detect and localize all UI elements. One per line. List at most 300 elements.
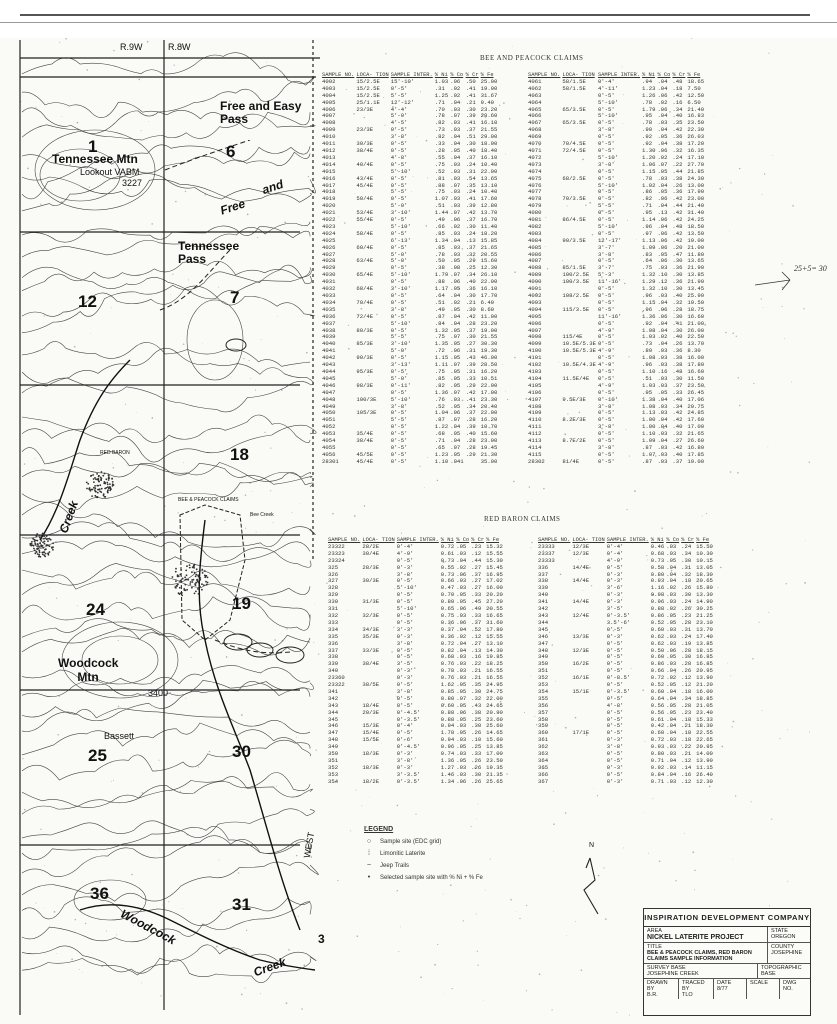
table-cell: .21 bbox=[465, 98, 476, 106]
table-cell: .06 bbox=[657, 243, 668, 251]
table-cell: 26.60 bbox=[687, 437, 705, 445]
table-cell: 17.90 bbox=[687, 188, 705, 196]
table-cell: .65 bbox=[434, 443, 445, 451]
scan-speck bbox=[214, 516, 216, 518]
table-cell: 0'-5' bbox=[597, 354, 615, 362]
laterite-dot bbox=[108, 477, 110, 479]
scan-speck bbox=[539, 524, 540, 525]
table-cell: .27 bbox=[672, 437, 683, 445]
table-cell: .24 bbox=[465, 160, 476, 168]
table-cell: .02 bbox=[657, 98, 668, 106]
laterite-dot bbox=[37, 547, 39, 549]
table-cell: .37 bbox=[465, 243, 476, 251]
scan-speck bbox=[644, 813, 645, 814]
table-cell: .27 bbox=[465, 340, 476, 348]
legend-item-label: Jeep Trails bbox=[380, 862, 410, 869]
table-cell: 351 bbox=[538, 667, 549, 675]
scan-speck bbox=[553, 791, 554, 792]
scan-speck bbox=[735, 795, 736, 796]
table-cell: 24.75 bbox=[486, 687, 503, 695]
table-cell: .34 bbox=[672, 105, 683, 113]
table-cell: .05 bbox=[450, 402, 461, 410]
table-cell bbox=[562, 245, 598, 252]
table-cell: 0.73 bbox=[440, 556, 455, 564]
table-cell: .78 bbox=[434, 112, 445, 120]
table-cell: .04 bbox=[657, 84, 668, 92]
table-cell: 0'-5' bbox=[597, 188, 615, 196]
table-cell: 0.65 bbox=[440, 605, 455, 613]
table-cell: 1.29 bbox=[642, 278, 656, 286]
table-cell: .20 bbox=[672, 243, 683, 251]
table-cell: 6.40 bbox=[480, 298, 495, 306]
table-cell: 23323 bbox=[328, 549, 345, 557]
laterite-dot bbox=[96, 473, 98, 475]
table-cell: .16 bbox=[657, 367, 668, 375]
scan-speck bbox=[597, 795, 598, 796]
section-number-19: 19 bbox=[232, 594, 251, 613]
table-cell: .42 bbox=[672, 443, 683, 451]
laterite-dot bbox=[42, 533, 44, 535]
table-cell: 0'-3' bbox=[606, 577, 624, 585]
table-cell: .05 bbox=[450, 354, 461, 362]
table-cell: 4003 bbox=[322, 84, 336, 92]
table-cell: 30/4E bbox=[362, 549, 380, 557]
laterite-dot bbox=[108, 474, 110, 476]
table-cell: .84 bbox=[434, 319, 445, 327]
dwg-label: DWG NO. bbox=[783, 980, 797, 992]
laterite-dot bbox=[100, 491, 102, 493]
table-cell: 18/4E bbox=[362, 701, 380, 709]
table-cell: 0'-5' bbox=[597, 105, 615, 113]
table-cell: 16.95 bbox=[486, 570, 503, 578]
table-cell: 4015 bbox=[322, 167, 336, 175]
table-cell: 4'-8' bbox=[606, 701, 624, 709]
scan-speck bbox=[264, 432, 265, 433]
contour-line bbox=[22, 897, 310, 926]
table-cell: 5'-10' bbox=[396, 584, 417, 592]
table-cell: 0.84 bbox=[650, 770, 665, 778]
table-cell: 60/4E bbox=[356, 243, 374, 251]
scan-speck bbox=[286, 628, 288, 630]
scan-speck bbox=[230, 361, 231, 362]
table-cell: .54 bbox=[465, 174, 476, 182]
laterite-dot bbox=[52, 549, 54, 551]
table-cell: 1.02 bbox=[642, 181, 656, 189]
table-cell: .05 bbox=[450, 326, 461, 334]
table-cell: 4072 bbox=[528, 153, 542, 161]
column-header: % Cr bbox=[471, 537, 485, 543]
table-cell bbox=[562, 314, 598, 321]
laterite-dot bbox=[179, 580, 181, 582]
table-cell: .33 bbox=[471, 591, 482, 599]
scan-speck bbox=[485, 890, 486, 891]
table-cell: .36 bbox=[672, 347, 683, 355]
column-header: % Cr bbox=[681, 537, 695, 543]
scan-speck bbox=[415, 814, 416, 815]
table-cell: .30 bbox=[471, 770, 482, 778]
table-cell: .05 bbox=[450, 374, 461, 382]
scan-speck bbox=[762, 194, 763, 195]
laterite-dot bbox=[89, 489, 91, 491]
table-cell: 1.16 bbox=[650, 584, 665, 592]
table-cell: 17.10 bbox=[687, 153, 705, 161]
table-cell: 13.05 bbox=[696, 563, 713, 571]
scan-speck bbox=[738, 377, 739, 378]
table-cell: 12/3E bbox=[572, 542, 590, 550]
table-cell: .12 bbox=[681, 674, 692, 682]
laterite-dot bbox=[101, 471, 103, 473]
table-cell: .18 bbox=[681, 729, 692, 737]
table-cell: 0'-5' bbox=[597, 167, 615, 175]
laterite-dot bbox=[47, 540, 49, 542]
dwg-cell bbox=[780, 979, 810, 999]
scan-speck bbox=[49, 587, 50, 588]
table-cell: .36 bbox=[672, 133, 683, 141]
scan-speck bbox=[111, 307, 112, 308]
table-cell: 0'-5' bbox=[390, 174, 408, 182]
table-cell: 1.07 bbox=[434, 195, 449, 203]
scan-speck bbox=[273, 522, 274, 523]
table-cell bbox=[572, 751, 606, 758]
table-cell: .03 bbox=[657, 264, 668, 272]
table-cell: 4109 bbox=[528, 409, 542, 417]
table-cell: 24.30 bbox=[687, 174, 705, 182]
table-cell: 4013 bbox=[322, 153, 336, 161]
table-cell: 1.79 bbox=[642, 105, 656, 113]
table-cell: 0'-5' bbox=[597, 133, 615, 141]
table-cell: .26 bbox=[672, 340, 683, 348]
table-cell: .25 bbox=[465, 264, 476, 272]
table-cell: .03 bbox=[456, 549, 467, 557]
table-cell: 4098 bbox=[528, 333, 542, 341]
laterite-dot bbox=[108, 479, 110, 481]
table-cell: 4047 bbox=[322, 388, 336, 396]
table-cell: .22 bbox=[681, 743, 692, 751]
table-cell bbox=[572, 765, 606, 772]
table-cell: 0'-4' bbox=[396, 722, 414, 730]
table-cell: 30/3E bbox=[356, 140, 374, 148]
laterite-dot bbox=[42, 547, 44, 549]
laterite-dot bbox=[189, 583, 191, 585]
table-cell: 1.08 bbox=[642, 402, 656, 410]
table-cell: .36 bbox=[672, 264, 683, 272]
scan-speck bbox=[443, 894, 444, 895]
laterite-dot bbox=[195, 584, 197, 586]
table-cell: 0'-5' bbox=[606, 639, 624, 647]
scan-speck bbox=[659, 861, 661, 863]
table-cell: 1.36 bbox=[642, 312, 656, 320]
table-cell: 30.25 bbox=[696, 605, 713, 613]
table-cell: 21.25 bbox=[696, 611, 713, 619]
table-cell: 351 bbox=[328, 757, 339, 764]
laterite-areas bbox=[29, 471, 208, 596]
table-cell: 5'-10' bbox=[597, 181, 619, 189]
table-cell: .49 bbox=[434, 216, 445, 224]
scan-speck bbox=[71, 958, 73, 960]
contour-loop bbox=[187, 300, 243, 380]
scan-speck bbox=[141, 130, 142, 131]
table-cell: 5'-5' bbox=[390, 333, 408, 341]
table-cell: 13.30 bbox=[696, 591, 713, 599]
table-cell: .03 bbox=[666, 777, 677, 785]
table-cell: 72/4E bbox=[356, 312, 374, 320]
table-cell: 21.20 bbox=[696, 681, 713, 689]
table-cell: .71 bbox=[434, 98, 445, 106]
table-cell: 14.65 bbox=[486, 729, 503, 737]
scan-speck bbox=[616, 1012, 617, 1013]
table-cell: 0'-5' bbox=[597, 450, 615, 458]
contour-line bbox=[22, 372, 310, 412]
table-cell: 4100 bbox=[528, 347, 542, 355]
scan-speck bbox=[90, 333, 91, 334]
table-cell: .03 bbox=[657, 292, 668, 299]
scan-speck bbox=[736, 336, 737, 337]
table-cell: 1.03 bbox=[434, 77, 449, 85]
table-cell: 0'-5' bbox=[606, 625, 624, 633]
table-cell: .05 bbox=[450, 305, 461, 313]
table-cell: .52 bbox=[471, 625, 482, 633]
table-cell: 1.27 bbox=[440, 763, 455, 771]
laterite-dot bbox=[86, 488, 88, 490]
table-cell: 65/4E bbox=[356, 271, 374, 279]
scan-speck bbox=[581, 969, 583, 971]
laterite-dot bbox=[46, 535, 48, 537]
table-cell: 336 bbox=[538, 563, 549, 571]
scan-speck bbox=[385, 53, 386, 54]
table-cell: 1.10 bbox=[642, 367, 656, 375]
contour-line bbox=[22, 740, 310, 780]
margin-sketch bbox=[755, 272, 790, 290]
table-cell: .48 bbox=[672, 367, 683, 375]
table-cell: 26.00 bbox=[687, 326, 705, 334]
laterite-dot bbox=[189, 567, 191, 569]
table-cell: 11.40 bbox=[480, 222, 498, 230]
table-cell: 353 bbox=[538, 681, 549, 689]
table-cell: 22.30 bbox=[687, 126, 705, 134]
table-cell: .03 bbox=[666, 763, 677, 771]
table-cell: 15.32 bbox=[486, 542, 503, 550]
table-cell: 0'-5' bbox=[606, 681, 624, 689]
scan-speck bbox=[732, 332, 734, 334]
laterite-dot bbox=[45, 537, 47, 539]
table-cell: .04 bbox=[450, 98, 461, 106]
table-cell: .78 bbox=[642, 174, 653, 182]
table-cell: 0.71 bbox=[650, 757, 665, 764]
table-cell: 348 bbox=[538, 646, 549, 654]
table-cell: 13.65 bbox=[480, 174, 498, 182]
table-cell: 23333 bbox=[538, 542, 555, 550]
table-cell: 0'-5' bbox=[597, 257, 615, 265]
laterite-dot bbox=[194, 593, 196, 595]
table-cell: 5'-0' bbox=[390, 202, 408, 210]
table-cell: .42 bbox=[672, 126, 683, 134]
table-cell: 4048 bbox=[322, 395, 336, 403]
table-cell: 23.60 bbox=[486, 715, 503, 723]
scan-speck bbox=[543, 488, 545, 490]
laterite-dot bbox=[98, 479, 100, 481]
laterite-dot bbox=[97, 492, 99, 494]
table-cell: 366 bbox=[538, 770, 549, 778]
table-cell: .31 bbox=[681, 563, 692, 571]
table-cell: 17.60 bbox=[480, 195, 498, 203]
laterite-dot bbox=[92, 474, 94, 476]
scan-speck bbox=[113, 780, 114, 781]
scan-speck bbox=[449, 478, 450, 479]
table-cell: .04 bbox=[666, 757, 677, 764]
table-cell: 9.40 bbox=[480, 98, 495, 106]
laterite-dot bbox=[196, 568, 198, 570]
laterite-dot bbox=[50, 539, 52, 541]
table-cell: 0'-3.5' bbox=[606, 687, 631, 695]
table-cell: 17.20 bbox=[687, 140, 705, 148]
laterite-dot bbox=[44, 543, 46, 545]
laterite-dot bbox=[172, 576, 174, 578]
table-cell: 68/2.5E bbox=[562, 174, 586, 182]
table-cell: 16.10 bbox=[480, 153, 498, 161]
table-cell: 4068 bbox=[528, 126, 542, 134]
table-cell: 4037 bbox=[322, 319, 336, 327]
table-cell: .21 bbox=[471, 674, 482, 682]
table-cell: 90/3E bbox=[356, 354, 374, 362]
table-cell: .40 bbox=[672, 333, 683, 341]
column-header: % Ni bbox=[642, 72, 655, 78]
table-cell: 4026 bbox=[322, 243, 336, 251]
table-cell: .33 bbox=[465, 374, 476, 382]
table-cell: 15.33 bbox=[696, 715, 713, 723]
table-cell: .06 bbox=[456, 777, 467, 785]
table-cell: 0.56 bbox=[650, 708, 665, 716]
table-cell bbox=[562, 155, 598, 162]
table-cell: 20.75 bbox=[687, 402, 705, 410]
table-cell: 23.20 bbox=[480, 105, 498, 113]
table-cell: .03 bbox=[450, 160, 461, 168]
scan-speck bbox=[245, 987, 246, 988]
title-block-title-row bbox=[644, 943, 810, 964]
scan-speck bbox=[443, 993, 444, 994]
table-cell: .24 bbox=[681, 542, 692, 550]
scan-speck bbox=[526, 990, 527, 991]
table-cell: 342 bbox=[328, 694, 339, 702]
laterite-icon: ⁞ bbox=[368, 850, 370, 857]
scan-speck bbox=[369, 797, 370, 798]
table-cell: 11.80 bbox=[687, 250, 705, 258]
scan-speck bbox=[684, 833, 685, 834]
scan-speck bbox=[753, 383, 754, 384]
table-cell: .32 bbox=[672, 146, 683, 154]
table-cell: .26 bbox=[681, 667, 692, 675]
scan-speck bbox=[400, 927, 401, 928]
table-cell: 0.55 bbox=[440, 563, 455, 571]
column-header: % Fe bbox=[696, 537, 710, 543]
table-row bbox=[538, 779, 715, 786]
table-cell: .73 bbox=[434, 126, 445, 134]
table-cell: 18/3E bbox=[362, 763, 380, 771]
table-cell: 15.50 bbox=[696, 542, 713, 550]
column-header: SAMPLE INTER. bbox=[390, 72, 433, 78]
table-cell: 1.38 bbox=[642, 395, 656, 403]
table-cell: 0.80 bbox=[440, 694, 455, 702]
table-cell: .02 bbox=[657, 333, 668, 341]
table-cell: .02 bbox=[666, 605, 677, 613]
table-cell bbox=[356, 113, 390, 120]
table-row bbox=[322, 459, 499, 466]
table-cell: .38 bbox=[672, 174, 683, 182]
place-free-and-easy-pass: Free and Easy Pass bbox=[220, 99, 302, 126]
table-cell: 3'-8' bbox=[597, 250, 615, 258]
table-cell: .04 bbox=[456, 556, 467, 564]
table-cell: 45/5E bbox=[356, 450, 374, 458]
table-cell bbox=[466, 459, 481, 466]
table-cell: .05 bbox=[450, 146, 461, 154]
table-cell: .04 bbox=[456, 625, 467, 633]
legend bbox=[364, 826, 490, 886]
table-cell: 23.50 bbox=[687, 119, 705, 127]
table-cell: 1.20 bbox=[642, 153, 656, 161]
table-cell: 5'-10' bbox=[390, 319, 411, 327]
table-cell: 5'-10' bbox=[396, 605, 417, 613]
laterite-dot bbox=[91, 495, 93, 497]
laterite-dot bbox=[204, 576, 206, 578]
table-cell: 0.73 bbox=[650, 556, 665, 564]
scan-speck bbox=[127, 189, 129, 191]
table-cell: .05 bbox=[666, 701, 677, 709]
table-cell: 4106 bbox=[528, 388, 542, 396]
table-cell: 0'-5' bbox=[396, 618, 414, 626]
table-cell: 0'-5' bbox=[597, 457, 615, 465]
table-cell: .73 bbox=[642, 340, 653, 348]
table-cell: 0.62 bbox=[650, 632, 665, 640]
table-cell: 0.92 bbox=[650, 763, 665, 771]
table-cell: 24.25 bbox=[687, 216, 705, 224]
laterite-dot bbox=[93, 481, 95, 483]
section-number-30: 30 bbox=[232, 742, 251, 761]
table-cell: .06 bbox=[657, 216, 668, 224]
table-cell: 343 bbox=[538, 611, 549, 619]
table-cell: 4083 bbox=[528, 229, 542, 237]
laterite-dot bbox=[31, 543, 33, 545]
table-cell: 24.65 bbox=[486, 701, 503, 709]
table-cell: 0.80 bbox=[650, 570, 665, 578]
table-cell bbox=[572, 772, 606, 779]
table-cell: 16.85 bbox=[696, 660, 713, 668]
table-cell: .06 bbox=[657, 236, 668, 244]
laterite-dot bbox=[204, 575, 206, 577]
table-cell: 4053 bbox=[322, 430, 336, 438]
table-cell: 0'-5' bbox=[390, 84, 408, 92]
table-cell: 4014 bbox=[322, 160, 336, 168]
table-cell: .13 bbox=[471, 646, 482, 654]
laterite-dot bbox=[100, 479, 102, 481]
scan-speck bbox=[527, 501, 528, 502]
title-cell bbox=[644, 943, 768, 963]
table-cell: 15.60 bbox=[480, 430, 498, 438]
scan-speck bbox=[56, 598, 57, 599]
table-cell: 4050 bbox=[322, 409, 336, 417]
laterite-dot bbox=[203, 584, 205, 586]
table-cell: .03 bbox=[657, 450, 668, 458]
table-cell: 0'-5' bbox=[597, 285, 615, 293]
table-cell: 30.30 bbox=[480, 340, 498, 348]
table-cell bbox=[562, 203, 598, 210]
table-cell: .05 bbox=[666, 556, 677, 564]
table-cell: .07 bbox=[450, 271, 461, 279]
table-cell: 23.00 bbox=[687, 195, 705, 203]
table-cell: 0'-5' bbox=[597, 333, 615, 341]
table-cell: .82 bbox=[434, 119, 445, 127]
table-cell: 4033 bbox=[322, 292, 336, 299]
scan-speck bbox=[730, 675, 731, 676]
table-cell: 4052 bbox=[322, 423, 336, 431]
